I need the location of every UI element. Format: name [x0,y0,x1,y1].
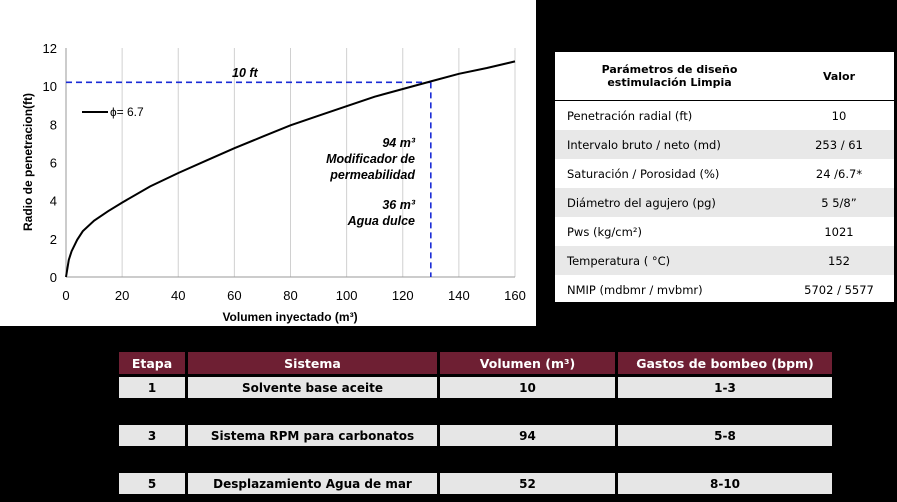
param-value: 152 [784,246,894,275]
x-tick-label: 100 [335,288,358,303]
stages-header-volumen: Volumen (m³) [440,352,615,374]
param-value: 5 5/8” [784,188,894,217]
stage-volumen: 94 [440,425,615,446]
y-tick-label: 12 [42,41,57,56]
stage-sistema: Solvente base aceite [188,377,437,398]
x-tick-label: 40 [171,288,186,303]
stage-row [119,377,832,398]
param-row [555,275,894,304]
chart-svg [0,0,536,326]
annotation-modificador: Modificador de [326,152,415,166]
stage-row-blank [119,401,832,422]
stage-gastos [618,401,832,422]
stage-row [119,425,832,446]
annotation-agua-dulce: Agua dulce [347,214,415,228]
x-tick-label: 60 [227,288,242,303]
legend-label: ɸ= 6.7 [110,105,144,119]
param-label: Temperatura ( °C) [555,246,784,275]
stage-volumen: 10 [440,377,615,398]
param-label: Diámetro del agujero (pg) [555,188,784,217]
stage-gastos: 5-8 [618,425,832,446]
y-tick-label: 10 [42,79,57,95]
x-tick-label: 0 [62,288,70,303]
params-header-row [555,52,894,101]
params-header-line1: Parámetros de diseño [601,63,738,76]
param-value: 1021 [824,224,854,239]
design-parameters-table [555,52,894,304]
stage-etapa: 5 [119,473,185,494]
param-row [555,246,894,275]
stage-sistema: Desplazamiento Agua de mar [188,473,437,494]
stages-header-gastos: Gastos de bombeo (bpm) [618,352,832,374]
stage-sistema [188,449,437,470]
param-row [555,159,894,188]
param-label: Pws (kg/cm²) [567,224,642,239]
stage-gastos [618,449,832,470]
params-header-label [555,52,784,101]
y-tick-label: 0 [49,270,57,285]
stage-etapa: 1 [119,377,185,398]
stage-row-blank [119,449,832,470]
params-header-line2: estimulación Limpia [607,76,732,89]
stage-row [119,473,832,494]
pumping-stages-table [116,349,835,497]
param-row [555,217,894,246]
design-parameters-panel [555,52,894,302]
param-label: Penetración radial (ft) [567,108,693,123]
param-row [555,101,894,131]
x-tick-label: 20 [114,288,130,303]
params-header-value: Valor [784,52,894,101]
x-tick-label: 80 [283,288,298,303]
stage-sistema: Sistema RPM para carbonatos [188,425,437,446]
param-value: 10 [831,108,847,123]
param-label: NMIP (mdbmr / mvbmr) [567,282,703,297]
annotation-permeabilidad: permeabilidad [330,168,415,182]
y-tick-label: 8 [49,117,57,133]
stage-etapa [119,401,185,422]
x-tick-label: 140 [448,288,470,303]
annotation-94m3: 94 m³ [382,136,415,150]
stages-header-row [119,352,832,374]
penetration-chart [0,0,536,326]
param-label: Intervalo bruto / neto (md) [555,130,784,159]
stages-header-sistema: Sistema [188,352,437,374]
stage-volumen [440,449,615,470]
y-axis-title: Radio de penetracion(ft) [21,92,35,232]
y-tick-label: 2 [49,231,57,247]
y-tick-label: 4 [49,193,57,209]
stage-sistema [188,401,437,422]
param-row [555,188,894,217]
x-axis-title: Volumen inyectado (m³) [222,310,358,324]
pumping-stages-panel [116,349,835,497]
param-value: 24 /6.7* [815,166,863,181]
stages-header-etapa: Etapa [119,352,185,374]
stage-etapa: 3 [119,425,185,446]
param-row [555,130,894,159]
stage-gastos: 1-3 [618,377,832,398]
stage-etapa [119,449,185,470]
param-value: 253 / 61 [784,130,894,159]
legend [82,105,144,119]
param-value: 5702 / 5577 [804,282,874,297]
x-tick-label: 120 [391,288,414,303]
param-label: Saturación / Porosidad (%) [567,166,720,181]
annotation-10ft: 10 ft [232,66,258,80]
x-tick-label: 160 [504,288,526,303]
y-tick-label: 6 [49,155,57,171]
stage-volumen [440,401,615,422]
stage-gastos: 8-10 [618,473,832,494]
annotation-36m3: 36 m³ [382,198,415,212]
stage-volumen: 52 [440,473,615,494]
